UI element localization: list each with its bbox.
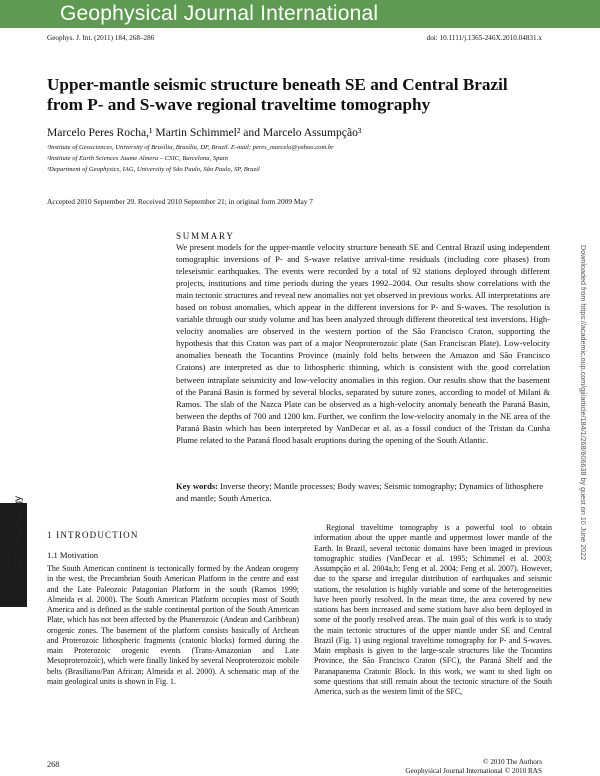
section-heading: 1 INTRODUCTION	[47, 530, 139, 540]
section-label: GJI Seismology	[13, 495, 24, 566]
summary-heading: SUMMARY	[176, 231, 235, 241]
accepted-dates: Accepted 2010 September 29. Received 2010 September 21; in original form 2009 May 7	[47, 197, 313, 206]
keywords	[176, 480, 550, 504]
keywords-label: Key words:	[176, 481, 219, 491]
right-column	[314, 523, 552, 697]
right-paragraph: Regional traveltime tomography is a powerful tool to obtain information about the upper mantle and uppermost lower mantle of the Earth. In Brazil, several tectonic domains have been imaged in previous tomographic studies (VanDecar et al. 1995; Schimmel et al. 2003; Assumpção et al. 2004a,b; Feng et al. 2004; Feng et al. 2007). However, due to the sparse and irregular distribution of earthquakes and seismic stations, the resolution is highly variable and some of the heterogeneities have been poorly resolved. In the mean time, the area covered by new stations has been increased and some stations have also been deployed in some of the poorly resolved areas. The main goal of this work is to study the main tectonic structures of the upper mantle under SE and Central Brazil (Fig. 1) using regional traveltime tomography for P- and S-waves. Main emphasis is given to the large-scale structures like the Tocantins Province, the São Francisco Craton (SFC), the Paraná Shelf and the Paranapanema Cratonic Block. In this work, we want to shed light on some questions that still remain about the tectonic structure of the South America, such as the western limit of the SFC,	[314, 523, 552, 696]
journal-banner	[0, 0, 600, 28]
citation: Geophys. J. Int. (2011) 184, 268–286	[47, 34, 155, 42]
journal-name: Geophysical Journal International	[60, 2, 379, 25]
subsection-heading: 1.1 Motivation	[47, 550, 99, 560]
summary-text: We present models for the upper-mantle velocity structure beneath SE and Central Brazil using independent tomographic inversions of P- and S-wave relative arrival-time residuals (including core phases) from teleseismic earthquakes. The events were recorded by a total of 92 stations deployed through different projects, institutions and time periods during the years 1992–2004. Our results show correlations with the main tectonic structures and reveal new anomalies not yet observed in previous works. All interpretations are based on robust anomalies, which appear in the different inversions for P- and S-waves. The resolution is variable through our study volume and has been analyzed through different theoretical test inversions. High-velocity anomalies are observed in the western portion of the São Francisco Craton, supporting the hypothesis that this Craton was part of a major Neoproterozoic plate (San Franciscan Plate). Low-velocity anomalies beneath the Tocantins Province (mainly fold belts between the Amazon and São Francisco Cratons) are interpreted as due to lithospheric thinning, which is consistent with the good correlation between intraplate seismicity and low-velocity anomalies in this region. Our results show that the basement of the Paraná Basin is formed by several blocks, separated by suture zones, according to model of Milani & Ramos. The slab of the Nazca Plate can be observed as a high-velocity anomaly beneath the Paraná Basin, between the depths of 700 and 1200 km. Further, we confirm the low-velocity anomaly in the NE area of the Paraná Basin which has been interpreted by VanDecar et al. as a fossil conduct of the Tristan da Cunha Plume related to the Paraná flood basalt eruptions during the opening of the South Atlantic.	[176, 242, 550, 445]
page-number: 268	[47, 760, 60, 769]
article-title: Upper-mantle seismic structure beneath SE and Central Brazil from P- and S-wave regional traveltime tomography	[47, 75, 508, 114]
affiliation-2: ²Institute of Earth Sciences Jaume Almera – CSIC, Barcelona, Spain	[47, 155, 228, 162]
left-column	[47, 564, 299, 687]
affiliation-1: ¹Institute of Geosciences, University of Brasília, Brasília, DF, Brazil. E-mail: peres_marcelo@yahoo.com.br	[47, 144, 334, 151]
doi: doi: 10.1111/j.1365-246X.2010.04831.x	[426, 34, 542, 42]
download-note: Downloaded from https://academic.oup.com/gji/article/184/1/268/606638 by guest on 10 June 2022	[579, 245, 588, 561]
affiliation-3: ³Department of Geophysics, IAG, University of São Paulo, São Paulo, SP, Brazil	[47, 166, 260, 173]
copyright-journal: Geophysical Journal International © 2010 RAS	[405, 767, 542, 775]
left-paragraph: The South American continent is tectonically formed by the Andean orogeny in the west, the Precambrian South American Platform in the centre and east and the Late Paleozoic Patagonian Platform in the south (Ramos 1999; Almeida et al. 2000). The South American Platform occupies most of South America and is defined as the stable continental portion of the South American Plate, which has not been affected by the Phanerozoic (Andean and Caribbean) orogenic zones. The basement of the platform consists basically of Archean and Proterozoic lithospheric fragments (cratonic blocks) formed during the main Proterozoic orogenic events (Trans-Amazonian and Late Mesoproterozoic), which were finally linked by several Neoproterozoic mobile belts (Brasiliano/Pan African; Almeida et al. 2000). A schematic map of the main geological units is shown in Fig. 1.	[47, 564, 299, 686]
copyright-authors: © 2010 The Authors	[482, 758, 542, 766]
authors: Marcelo Peres Rocha,¹ Martin Schimmel² and Marcelo Assumpção³	[47, 126, 362, 139]
keywords-list: Inverse theory; Mantle processes; Body waves; Seismic tomography; Dynamics of lithosphere and mantle; South America.	[176, 481, 543, 504]
